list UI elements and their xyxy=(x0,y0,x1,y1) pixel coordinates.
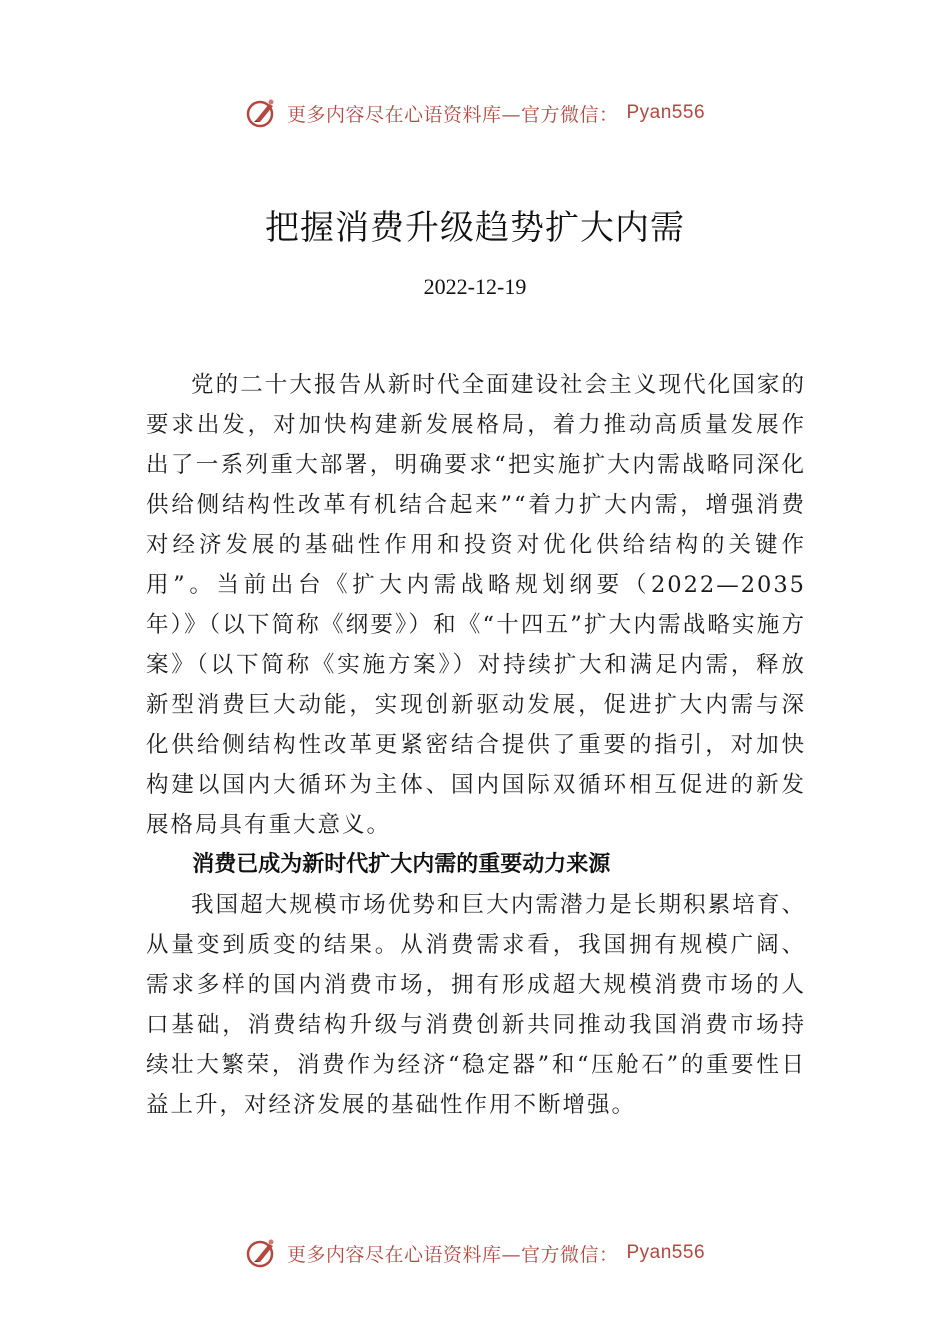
footer-watermark xyxy=(0,1236,950,1270)
watermark-text: 更多内容尽在心语资料库—官方微信： xyxy=(286,1243,619,1266)
pen-circle-logo-icon xyxy=(245,96,279,130)
document-date: 2022-12-19 xyxy=(423,274,527,299)
document-title: 把握消费升级趋势扩大内需 xyxy=(265,208,685,248)
body-paragraph: 我国超大规模市场优势和巨大内需潜力是长期积累培育、从量变到质变的结果。从消费需求看，我国拥有规模广阔、需求多样的国内消费市场，拥有形成超大规模消费市场的人口基础，消费结构升级与消费创新共同推动我国消费市场持续壮大繁荣，消费作为经济“稳定器”和“压舱石”的重要性日益上升，对经济发展的基础性作用不断增强。 xyxy=(146,892,806,1118)
watermark-wechat-id: Pyan556 xyxy=(626,102,706,123)
body-paragraph: 党的二十大报告从新时代全面建设社会主义现代化国家的要求出发，对加快构建新发展格局，着力推动高质量发展作出了一系列重大部署，明确要求“把实施扩大内需战略同深化供给侧结构性改革有机结合起来”“着力扩大内需，增强消费对经济发展的基础性作用和投资对优化供给结构的关键作用”。当前出台《扩大内需战略规划纲要（2022—2035年）》（以下简称《纲要》）和《“十四五”扩大内需战略实施方案》（以下简称《实施方案》）对持续扩大和满足内需，释放新型消费巨大动能，实现创新驱动发展，促进扩大内需与深化供给侧结构性改革更紧密结合提供了重要的指引，对加快构建以国内大循环为主体、国内国际双循环相互促进的新发展格局具有重大意义。 xyxy=(146,372,806,838)
document-body xyxy=(146,365,806,1125)
watermark-wechat-id: Pyan556 xyxy=(626,1242,706,1263)
watermark-text: 更多内容尽在心语资料库—官方微信： xyxy=(286,103,619,126)
header-watermark xyxy=(0,96,950,130)
pen-circle-logo-icon xyxy=(245,1236,279,1270)
section-heading: 消费已成为新时代扩大内需的重要动力来源 xyxy=(192,852,611,877)
